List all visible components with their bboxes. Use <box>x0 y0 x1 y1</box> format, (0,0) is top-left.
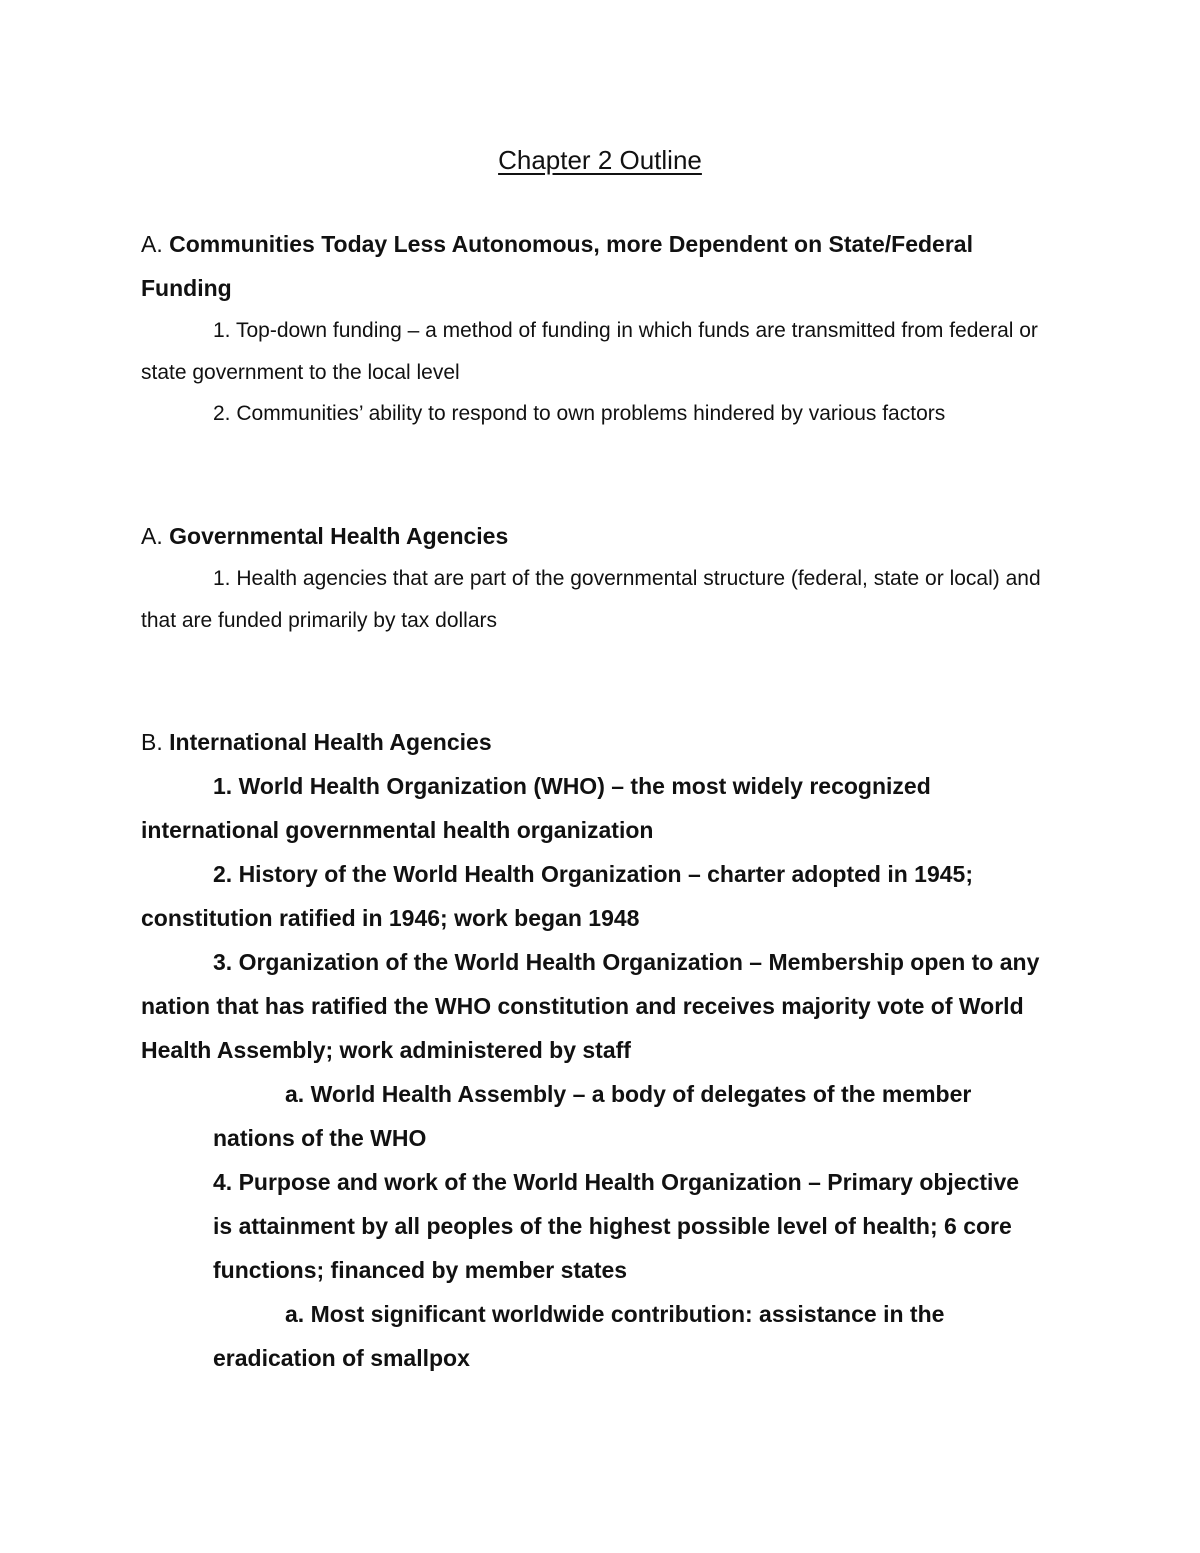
section-letter: B. <box>141 729 163 755</box>
section-heading <box>141 514 1041 558</box>
section-communities <box>141 222 1041 435</box>
section-heading-text: International Health Agencies <box>169 729 492 755</box>
list-item: 1. World Health Organization (WHO) – the most widely recognized international governmental health organization <box>141 773 931 843</box>
list-item: 1. Health agencies that are part of the governmental structure (federal, state or local) and that are funded primarily by tax dollars <box>141 567 1041 632</box>
section-letter: A. <box>141 523 163 549</box>
list-item: 2. Communities’ ability to respond to own problems hindered by various factors <box>213 402 946 425</box>
list-item: 2. History of the World Health Organization – charter adopted in 1945; constitution ratified in 1946; work began 1948 <box>141 861 973 931</box>
page-title: Chapter 2 Outline <box>498 145 702 175</box>
section-governmental <box>141 514 1041 641</box>
sub-list-item: a. World Health Assembly – a body of delegates of the member nations of the WHO <box>213 1081 972 1151</box>
section-heading <box>141 222 1041 310</box>
section-heading <box>141 720 1041 764</box>
list-item: 3. Organization of the World Health Organization – Membership open to any nation that has ratified the WHO constitution and receives majority vote of World Health Assembly; work administered by staff <box>141 949 1040 1063</box>
nested-list <box>141 1072 1041 1380</box>
section-letter: A. <box>141 231 163 257</box>
section-heading-text: Governmental Health Agencies <box>169 523 509 549</box>
sub-list-item: a. Most significant worldwide contribution: assistance in the eradication of smallpox <box>213 1301 945 1371</box>
section-heading-text: Communities Today Less Autonomous, more Dependent on State/Federal Funding <box>141 231 973 301</box>
list-item: 4. Purpose and work of the World Health Organization – Primary objective is attainment by all peoples of the highest possible level of health; 6 core functions; financed by member states <box>213 1169 1020 1283</box>
list-item: 1. Top-down funding – a method of funding in which funds are transmitted from federal or state government to the local level <box>141 319 1038 384</box>
section-international <box>141 720 1041 1380</box>
